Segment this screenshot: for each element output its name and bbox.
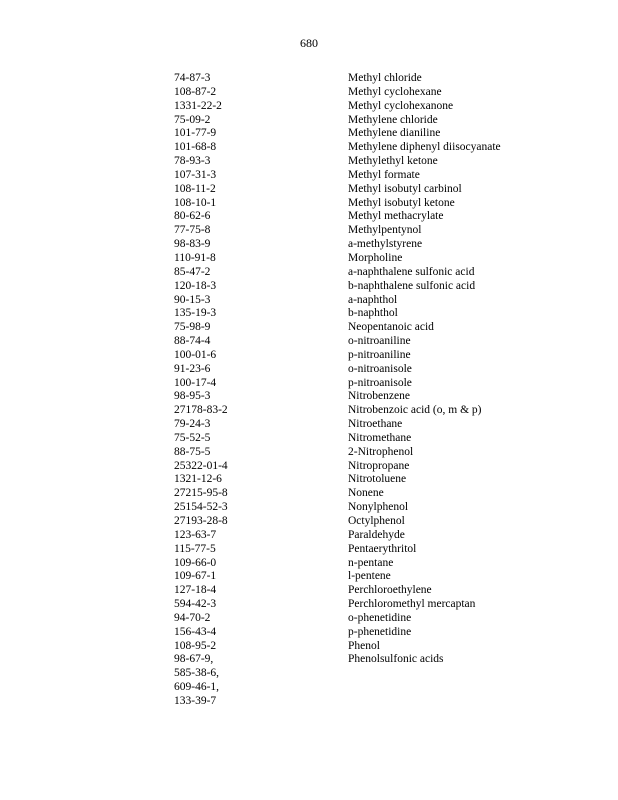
- table-row: [0, 612, 618, 626]
- table-row: [0, 86, 618, 100]
- chemical-name: Methyl cyclohexane: [348, 85, 442, 98]
- cas-number: 98-95-3: [174, 390, 211, 403]
- table-row: [0, 294, 618, 308]
- cas-number: 135-19-3: [174, 307, 217, 320]
- chemical-name: Morpholine: [348, 251, 403, 264]
- table-row: [0, 501, 618, 515]
- cas-number: 1331-22-2: [174, 99, 222, 112]
- cas-number: 85-47-2: [174, 265, 211, 278]
- table-row: [0, 695, 618, 709]
- chemical-name: Nitrobenzene: [348, 390, 410, 403]
- table-row: [0, 584, 618, 598]
- chemical-name: Methylethyl ketone: [348, 155, 438, 168]
- table-row: [0, 432, 618, 446]
- cas-number: 133-39-7: [174, 694, 217, 707]
- table-row: [0, 363, 618, 377]
- cas-number: 75-98-9: [174, 321, 211, 334]
- cas-number: 27178-83-2: [174, 404, 228, 417]
- chemical-name: o-phenetidine: [348, 611, 412, 624]
- chemical-name: Octylphenol: [348, 515, 405, 527]
- cas-number: 108-11-2: [174, 182, 216, 195]
- table-row: [0, 349, 618, 363]
- chemical-name: Nonylphenol: [348, 501, 409, 514]
- chemical-name: p-nitroanisole: [348, 376, 412, 389]
- chemical-name: Phenolsulfonic acids: [348, 653, 444, 666]
- cas-number: 75-52-5: [174, 431, 211, 444]
- chemical-name: Methylene chloride: [348, 113, 438, 126]
- chemical-name: Methylene diphenyl diisocyanate: [348, 141, 501, 154]
- cas-number: 609-46-1,: [174, 681, 220, 694]
- cas-number: 77-75-8: [174, 224, 211, 237]
- table-row: [0, 487, 618, 501]
- cas-number: 80-62-6: [174, 210, 211, 223]
- table-row: [0, 155, 618, 169]
- chemical-name: p-phenetidine: [348, 625, 412, 638]
- cas-number: 101-68-8: [174, 141, 217, 154]
- table-row: [0, 640, 618, 654]
- chemical-name: Nitrotoluene: [348, 473, 407, 486]
- chemical-name: Nitromethane: [348, 431, 412, 444]
- cas-number: 79-24-3: [174, 418, 211, 431]
- chemical-name: a-naphthol: [348, 293, 398, 306]
- table-row: [0, 667, 618, 681]
- chemical-name: b-naphthalene sulfonic acid: [348, 279, 476, 292]
- page-number: 680: [300, 36, 318, 50]
- cas-number: 100-17-4: [174, 376, 217, 389]
- cas-number: 25322-01-4: [174, 459, 228, 472]
- cas-number: 78-93-3: [174, 155, 211, 168]
- table-row: [0, 418, 618, 432]
- cas-number: 585-38-6,: [174, 667, 220, 680]
- table-row: [0, 557, 618, 571]
- chemical-name: Methyl cyclohexanone: [348, 99, 454, 112]
- table-row: [0, 238, 618, 252]
- cas-number: 108-10-1: [174, 196, 217, 209]
- table-row: [0, 100, 618, 114]
- table-row: [0, 681, 618, 695]
- cas-number: 109-66-0: [174, 556, 217, 569]
- chemical-name: Phenol: [348, 639, 380, 652]
- chemical-name: Methyl isobutyl carbinol: [348, 182, 462, 195]
- cas-number: 127-18-4: [174, 584, 217, 597]
- chemical-name: Methyl chloride: [348, 72, 422, 84]
- cas-number: 27215-95-8: [174, 487, 228, 500]
- table-row: [0, 404, 618, 418]
- cas-number: 123-63-7: [174, 528, 217, 541]
- table-row: [0, 626, 618, 640]
- cas-number: 94-70-2: [174, 611, 211, 624]
- cas-number: 109-67-1: [174, 570, 217, 583]
- table-row: [0, 141, 618, 155]
- table-row: [0, 197, 618, 211]
- chemical-name: n-pentane: [348, 556, 394, 569]
- cas-number: 108-87-2: [174, 85, 217, 98]
- table-row: [0, 390, 618, 404]
- chemical-name: Methyl isobutyl ketone: [348, 196, 455, 209]
- table-row: [0, 543, 618, 557]
- chemical-name: Methyl formate: [348, 168, 420, 181]
- table-row: [0, 570, 618, 584]
- chemical-name: a-methylstyrene: [348, 238, 423, 251]
- chemical-name: Nonene: [348, 487, 384, 500]
- cas-number: 91-23-6: [174, 362, 211, 375]
- table-row: [0, 169, 618, 183]
- chemical-name: Nitrobenzoic acid (o, m & p): [348, 404, 482, 417]
- chemical-name: Nitroethane: [348, 418, 403, 431]
- table-row: [0, 280, 618, 294]
- chemical-name: Methyl methacrylate: [348, 210, 444, 223]
- table-row: [0, 183, 618, 197]
- table-row: [0, 224, 618, 238]
- table-row: [0, 377, 618, 391]
- chemical-name: Methylene dianiline: [348, 127, 441, 140]
- chemical-name: p-nitroaniline: [348, 348, 411, 361]
- table-row: [0, 598, 618, 612]
- cas-number: 107-31-3: [174, 168, 217, 181]
- cas-number: 156-43-4: [174, 625, 217, 638]
- cas-number: 115-77-5: [174, 542, 216, 555]
- table-row: [0, 529, 618, 543]
- cas-number: 88-75-5: [174, 445, 211, 458]
- chemical-name: a-naphthalene sulfonic acid: [348, 265, 475, 278]
- chemical-name: 2-Nitrophenol: [348, 445, 414, 458]
- chemical-list-table: [0, 72, 618, 709]
- chemical-name: Perchloroethylene: [348, 584, 432, 597]
- cas-number: 98-83-9: [174, 238, 211, 251]
- cas-number: 88-74-4: [174, 335, 211, 348]
- table-row: [0, 446, 618, 460]
- table-row: [0, 321, 618, 335]
- table-row: [0, 653, 618, 667]
- chemical-name: Paraldehyde: [348, 528, 405, 541]
- chemical-name: o-nitroanisole: [348, 362, 412, 375]
- cas-number: 101-77-9: [174, 127, 217, 140]
- cas-number: 100-01-6: [174, 348, 217, 361]
- table-row: [0, 114, 618, 128]
- table-row: [0, 72, 618, 86]
- chemical-name: Nitropropane: [348, 459, 410, 472]
- table-row: [0, 307, 618, 321]
- table-row: [0, 252, 618, 266]
- chemical-name: Perchloromethyl mercaptan: [348, 598, 476, 611]
- cas-number: 27193-28-8: [174, 515, 228, 527]
- chemical-name: l-pentene: [348, 570, 391, 583]
- cas-number: 25154-52-3: [174, 501, 228, 514]
- table-row: [0, 335, 618, 349]
- table-row: [0, 473, 618, 487]
- table-row: [0, 127, 618, 141]
- chemical-name: Pentaerythritol: [348, 542, 417, 555]
- cas-number: 74-87-3: [174, 72, 211, 84]
- chemical-name: Methylpentynol: [348, 224, 422, 237]
- cas-number: 594-42-3: [174, 598, 217, 611]
- cas-number: 110-91-8: [174, 251, 216, 264]
- table-row: [0, 210, 618, 224]
- cas-number: 90-15-3: [174, 293, 211, 306]
- cas-number: 75-09-2: [174, 113, 211, 126]
- table-row: [0, 460, 618, 474]
- table-row: [0, 515, 618, 529]
- cas-number: 1321-12-6: [174, 473, 222, 486]
- chemical-name: Neopentanoic acid: [348, 321, 434, 334]
- chemical-name: b-naphthol: [348, 307, 398, 320]
- cas-number: 98-67-9,: [174, 653, 214, 666]
- chemical-name: o-nitroaniline: [348, 335, 411, 348]
- cas-number: 108-95-2: [174, 639, 217, 652]
- cas-number: 120-18-3: [174, 279, 217, 292]
- table-row: [0, 266, 618, 280]
